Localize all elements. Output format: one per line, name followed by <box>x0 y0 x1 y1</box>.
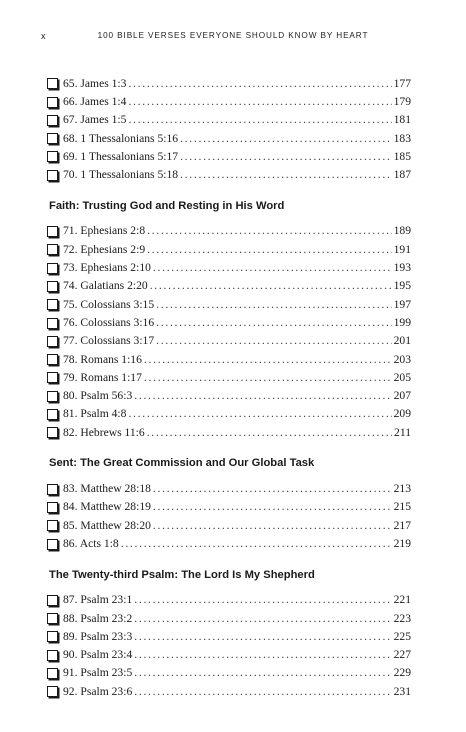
checkbox-icon[interactable] <box>47 372 58 383</box>
verse-reference: 76. Colossians 3:16 <box>63 315 155 329</box>
page-reference: 187 <box>393 168 411 182</box>
verse-reference: 85. Matthew 28:20 <box>63 518 151 532</box>
page-reference: 201 <box>393 334 411 348</box>
checkbox-icon[interactable] <box>47 502 58 513</box>
checkbox-icon[interactable] <box>47 427 58 438</box>
verse-reference: 86. Acts 1:8 <box>63 536 119 550</box>
verse-reference: 88. Psalm 23:2 <box>63 611 133 625</box>
page-reference: 179 <box>393 95 411 108</box>
dot-leader <box>121 538 392 551</box>
toc-section <box>47 72 411 182</box>
toc-entry <box>47 90 411 108</box>
dot-leader <box>156 299 391 312</box>
page-reference: 199 <box>393 315 411 329</box>
dot-leader <box>128 114 391 127</box>
page-reference: 177 <box>393 76 411 90</box>
verse-reference: 91. Psalm 23:5 <box>63 666 133 680</box>
checkbox-icon[interactable] <box>47 595 58 606</box>
toc-entry <box>47 421 411 439</box>
checkbox-icon[interactable] <box>47 226 58 237</box>
checkbox-icon[interactable] <box>47 520 58 531</box>
dot-leader <box>156 317 391 330</box>
checkbox-icon[interactable] <box>47 336 58 347</box>
verse-reference: 89. Psalm 23:3 <box>63 629 133 643</box>
page-reference: 189 <box>393 224 411 238</box>
verse-reference: 71. Ephesians 2:8 <box>63 224 146 238</box>
dot-leader <box>153 501 392 514</box>
checkbox-icon[interactable] <box>47 78 58 89</box>
verse-reference: 78. Romans 1:16 <box>63 352 142 366</box>
checkbox-icon[interactable] <box>47 318 58 329</box>
verse-reference: 69. 1 Thessalonians 5:17 <box>63 149 179 163</box>
toc-entry <box>47 532 411 550</box>
dot-leader <box>134 390 391 403</box>
dot-leader <box>150 280 392 293</box>
page-reference: 207 <box>393 389 411 403</box>
toc-section <box>47 439 411 550</box>
dot-leader <box>134 631 391 644</box>
verse-reference: 82. Hebrews 11:6 <box>63 425 145 439</box>
toc-entry <box>47 145 411 163</box>
page-reference: 185 <box>393 149 411 163</box>
page-reference: 205 <box>393 370 411 384</box>
verse-reference: 81. Psalm 4:8 <box>63 407 127 421</box>
toc-entry <box>47 514 411 532</box>
section-heading: Sent: The Great Commission and Our Global Task <box>49 457 315 470</box>
dot-leader <box>128 408 391 421</box>
dot-leader <box>180 151 392 164</box>
section-heading: The Twenty-third Psalm: The Lord Is My Shepherd <box>49 568 315 581</box>
page-reference: 215 <box>393 500 411 514</box>
dot-leader <box>134 594 391 607</box>
checkbox-icon[interactable] <box>47 613 58 624</box>
dot-leader <box>147 427 392 440</box>
checkbox-icon[interactable] <box>47 391 58 402</box>
verse-reference: 87. Psalm 23:1 <box>63 593 133 607</box>
toc-entry <box>47 109 411 127</box>
page-reference: 209 <box>393 407 411 421</box>
toc-entry <box>47 366 411 384</box>
dot-leader <box>134 649 391 662</box>
dot-leader <box>144 372 392 385</box>
checkbox-icon[interactable] <box>47 650 58 661</box>
dot-leader <box>134 667 391 680</box>
page-reference: 203 <box>393 352 411 366</box>
dot-leader <box>180 169 392 182</box>
book-title: 100 BIBLE VERSES EVERYONE SHOULD KNOW BY HEART <box>97 31 369 40</box>
checkbox-icon[interactable] <box>47 281 58 292</box>
page-reference: 211 <box>394 425 411 439</box>
checkbox-icon[interactable] <box>47 244 58 255</box>
verse-reference: 77. Colossians 3:17 <box>63 334 155 348</box>
page-reference: 217 <box>393 518 411 532</box>
running-header <box>0 31 466 45</box>
dot-leader <box>128 96 391 109</box>
verse-reference: 80. Psalm 56:3 <box>63 389 133 403</box>
verse-reference: 84. Matthew 28:19 <box>63 500 151 514</box>
checkbox-icon[interactable] <box>47 263 58 274</box>
dot-leader <box>180 133 392 146</box>
verse-reference: 83. Matthew 28:18 <box>63 482 151 496</box>
toc-entry <box>47 238 411 256</box>
toc-entry <box>47 163 411 181</box>
toc-entry <box>47 643 411 661</box>
checkbox-icon[interactable] <box>47 151 58 162</box>
checkbox-icon[interactable] <box>47 354 58 365</box>
dot-leader <box>144 354 392 367</box>
table-of-contents <box>47 72 411 698</box>
page-number: x <box>41 31 46 41</box>
page-reference: 227 <box>393 648 411 662</box>
checkbox-icon[interactable] <box>47 133 58 144</box>
toc-entry <box>47 72 411 90</box>
section-spacer <box>47 439 411 457</box>
section-heading: Faith: Trusting God and Resting in His Word <box>49 199 285 212</box>
dot-leader <box>147 244 391 257</box>
page-reference: 219 <box>393 536 411 550</box>
toc-entry <box>47 311 411 329</box>
toc-entry <box>47 477 411 495</box>
verse-reference: 79. Romans 1:17 <box>63 370 142 384</box>
toc-entry <box>47 403 411 421</box>
toc-section <box>47 182 411 440</box>
checkbox-icon[interactable] <box>47 299 58 310</box>
verse-reference: 70. 1 Thessalonians 5:18 <box>63 168 179 182</box>
checkbox-icon[interactable] <box>47 631 58 642</box>
toc-entry <box>47 348 411 366</box>
toc-entry <box>47 256 411 274</box>
toc-entry <box>47 384 411 402</box>
toc-entry <box>47 662 411 680</box>
page-reference: 213 <box>393 482 411 496</box>
toc-section <box>47 551 411 699</box>
verse-reference: 72. Ephesians 2:9 <box>63 242 146 256</box>
section-spacer <box>47 551 411 569</box>
page-reference: 195 <box>393 279 411 293</box>
page-reference: 223 <box>393 611 411 625</box>
verse-reference: 65. James 1:3 <box>63 76 127 90</box>
checkbox-icon[interactable] <box>47 97 58 108</box>
toc-entry <box>47 330 411 348</box>
toc-entry <box>47 625 411 643</box>
toc-entry <box>47 589 411 607</box>
dot-leader <box>153 262 392 275</box>
verse-reference: 73. Ephesians 2:10 <box>63 261 151 275</box>
toc-entry <box>47 680 411 698</box>
toc-entry <box>47 220 411 238</box>
dot-leader <box>134 613 391 626</box>
dot-leader <box>147 225 391 238</box>
toc-entry <box>47 607 411 625</box>
page-reference: 221 <box>393 593 411 607</box>
toc-entry <box>47 293 411 311</box>
verse-reference: 92. Psalm 23:6 <box>63 684 133 698</box>
dot-leader <box>153 483 392 496</box>
verse-reference: 67. James 1:5 <box>63 113 127 127</box>
page-reference: 191 <box>393 242 411 256</box>
section-spacer <box>47 182 411 200</box>
page-reference: 181 <box>393 113 411 127</box>
page-reference: 197 <box>393 297 411 311</box>
page-reference: 183 <box>393 131 411 145</box>
checkbox-icon[interactable] <box>47 686 58 697</box>
page-reference: 231 <box>393 684 411 698</box>
checkbox-icon[interactable] <box>47 170 58 181</box>
verse-reference: 68. 1 Thessalonians 5:16 <box>63 131 179 145</box>
verse-reference: 66. James 1:4 <box>63 95 127 108</box>
verse-reference: 74. Galatians 2:20 <box>63 279 148 293</box>
checkbox-icon[interactable] <box>47 115 58 126</box>
dot-leader <box>128 78 391 91</box>
verse-reference: 90. Psalm 23:4 <box>63 648 133 662</box>
checkbox-icon[interactable] <box>47 409 58 420</box>
checkbox-icon[interactable] <box>47 668 58 679</box>
dot-leader <box>153 520 392 533</box>
checkbox-icon[interactable] <box>47 539 58 550</box>
dot-leader <box>156 335 391 348</box>
verse-reference: 75. Colossians 3:15 <box>63 297 155 311</box>
toc-entry <box>47 496 411 514</box>
page-reference: 193 <box>393 261 411 275</box>
page-reference: 229 <box>393 666 411 680</box>
toc-entry <box>47 275 411 293</box>
dot-leader <box>134 686 391 699</box>
page-reference: 225 <box>393 629 411 643</box>
toc-entry <box>47 127 411 145</box>
checkbox-icon[interactable] <box>47 484 58 495</box>
